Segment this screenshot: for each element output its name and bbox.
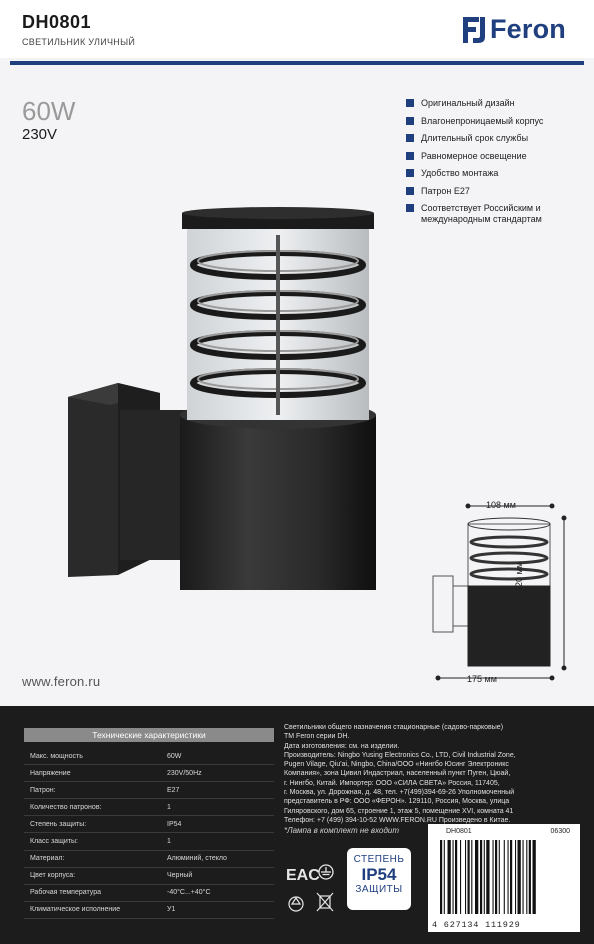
power-rating: 60W bbox=[22, 96, 76, 126]
table-row: Патрон: E27 bbox=[24, 782, 274, 799]
recycle-icon bbox=[289, 897, 303, 911]
barcode-code: 06300 bbox=[550, 828, 570, 835]
manufacturer-info: Светильники общего назначения стационарные (садово-парковые) ТМ Feron серии DH. Дата изготовления: см. на изделии. Производитель: Ningbo Yusing Electronics Co., LTD, Civil Industrial Zone, Pugen Vilage, Qiu'ai, Ningbo, China/ООО «Нингбо Юсинг Электроникс Компания», зона Цивил Индастриал, населенный пункт Пуген, Цюай, г. Нингбо, Китай. Импортер: ООО «СИЛА СВЕТА» Россия, 117405, г. Москва, ул. Дорожная, д. 48, тел. +7(499)394-69-26 Уполномоченный представитель в РФ: ООО «ФЕРОН». 129110, Россия, Москва, улица Гиляровского, дом 65, строение 1, этаж 5, помещение XVI, комната 41 Телефон: +7 (499) 394-10-52 WWW.FERON.RU Произведено в Китае. bbox=[284, 724, 516, 824]
feron-logo-icon bbox=[461, 15, 487, 45]
dim-depth-label: 175 мм bbox=[467, 674, 497, 684]
table-row: Количество патронов: 1 bbox=[24, 799, 274, 816]
bullet-square-icon bbox=[406, 99, 414, 107]
feature-item: Соответствует Российским и международным стандартам bbox=[406, 203, 584, 225]
voltage-rating: 230V bbox=[22, 126, 58, 143]
eac-mark-icon: EAC bbox=[286, 867, 320, 884]
table-row: Климатическое исполнение У1 bbox=[24, 902, 274, 919]
tech-table bbox=[24, 748, 274, 919]
bullet-square-icon bbox=[406, 152, 414, 160]
bullet-square-icon bbox=[406, 187, 414, 195]
bullet-square-icon bbox=[406, 117, 414, 125]
bullet-square-icon bbox=[406, 134, 414, 142]
table-row: Рабочая температура -40°C...+40°C bbox=[24, 885, 274, 902]
barcode-bars-icon bbox=[438, 840, 570, 916]
brand-name: Feron bbox=[489, 14, 566, 44]
header bbox=[0, 0, 594, 58]
table-row: Класс защиты: 1 bbox=[24, 833, 274, 850]
weee-bin-icon bbox=[317, 893, 333, 911]
dim-width-label: 108 мм bbox=[486, 500, 516, 510]
feature-item: Влагонепроницаемый корпус bbox=[406, 116, 584, 127]
barcode-number: 4 627134 111929 bbox=[432, 920, 521, 930]
model-name: DH0801 bbox=[22, 12, 92, 32]
brand-logo bbox=[461, 14, 566, 45]
header-divider bbox=[10, 61, 584, 65]
bullet-square-icon bbox=[406, 169, 414, 177]
product-subtitle: СВЕТИЛЬНИК УЛИЧНЫЙ bbox=[22, 37, 136, 47]
lamp-not-included-note: *Лампа в комплект не входит bbox=[284, 826, 399, 835]
dimensions-drawing bbox=[428, 496, 588, 686]
feature-item: Удобство монтажа bbox=[406, 168, 584, 179]
barcode bbox=[428, 824, 580, 932]
ip-rating-badge: СТЕПЕНЬ IP54 ЗАЩИТЫ bbox=[347, 848, 411, 910]
ground-icon bbox=[319, 865, 333, 879]
table-row: Макс. мощность 60W bbox=[24, 748, 274, 765]
table-row: Степень защиты: IP54 bbox=[24, 816, 274, 833]
table-row: Напряжение 230V/50Hz bbox=[24, 765, 274, 782]
product-image bbox=[60, 205, 400, 590]
dim-height-label: 220 мм bbox=[514, 562, 524, 592]
table-row: Цвет корпуса: Черный bbox=[24, 868, 274, 885]
barcode-model: DH0801 bbox=[446, 828, 472, 835]
feature-item: Патрон E27 bbox=[406, 186, 584, 197]
bullet-square-icon bbox=[406, 204, 414, 212]
feature-list bbox=[406, 98, 584, 232]
feature-item: Равномерное освещение bbox=[406, 151, 584, 162]
feature-item: Длительный срок службы bbox=[406, 133, 584, 144]
certification-icons bbox=[284, 862, 336, 922]
tech-table-title: Технические характеристики bbox=[24, 728, 274, 742]
feature-item: Оригинальный дизайн bbox=[406, 98, 584, 109]
website-link[interactable]: www.feron.ru bbox=[22, 674, 101, 689]
table-row: Материал: Алюминий, стекло bbox=[24, 851, 274, 868]
